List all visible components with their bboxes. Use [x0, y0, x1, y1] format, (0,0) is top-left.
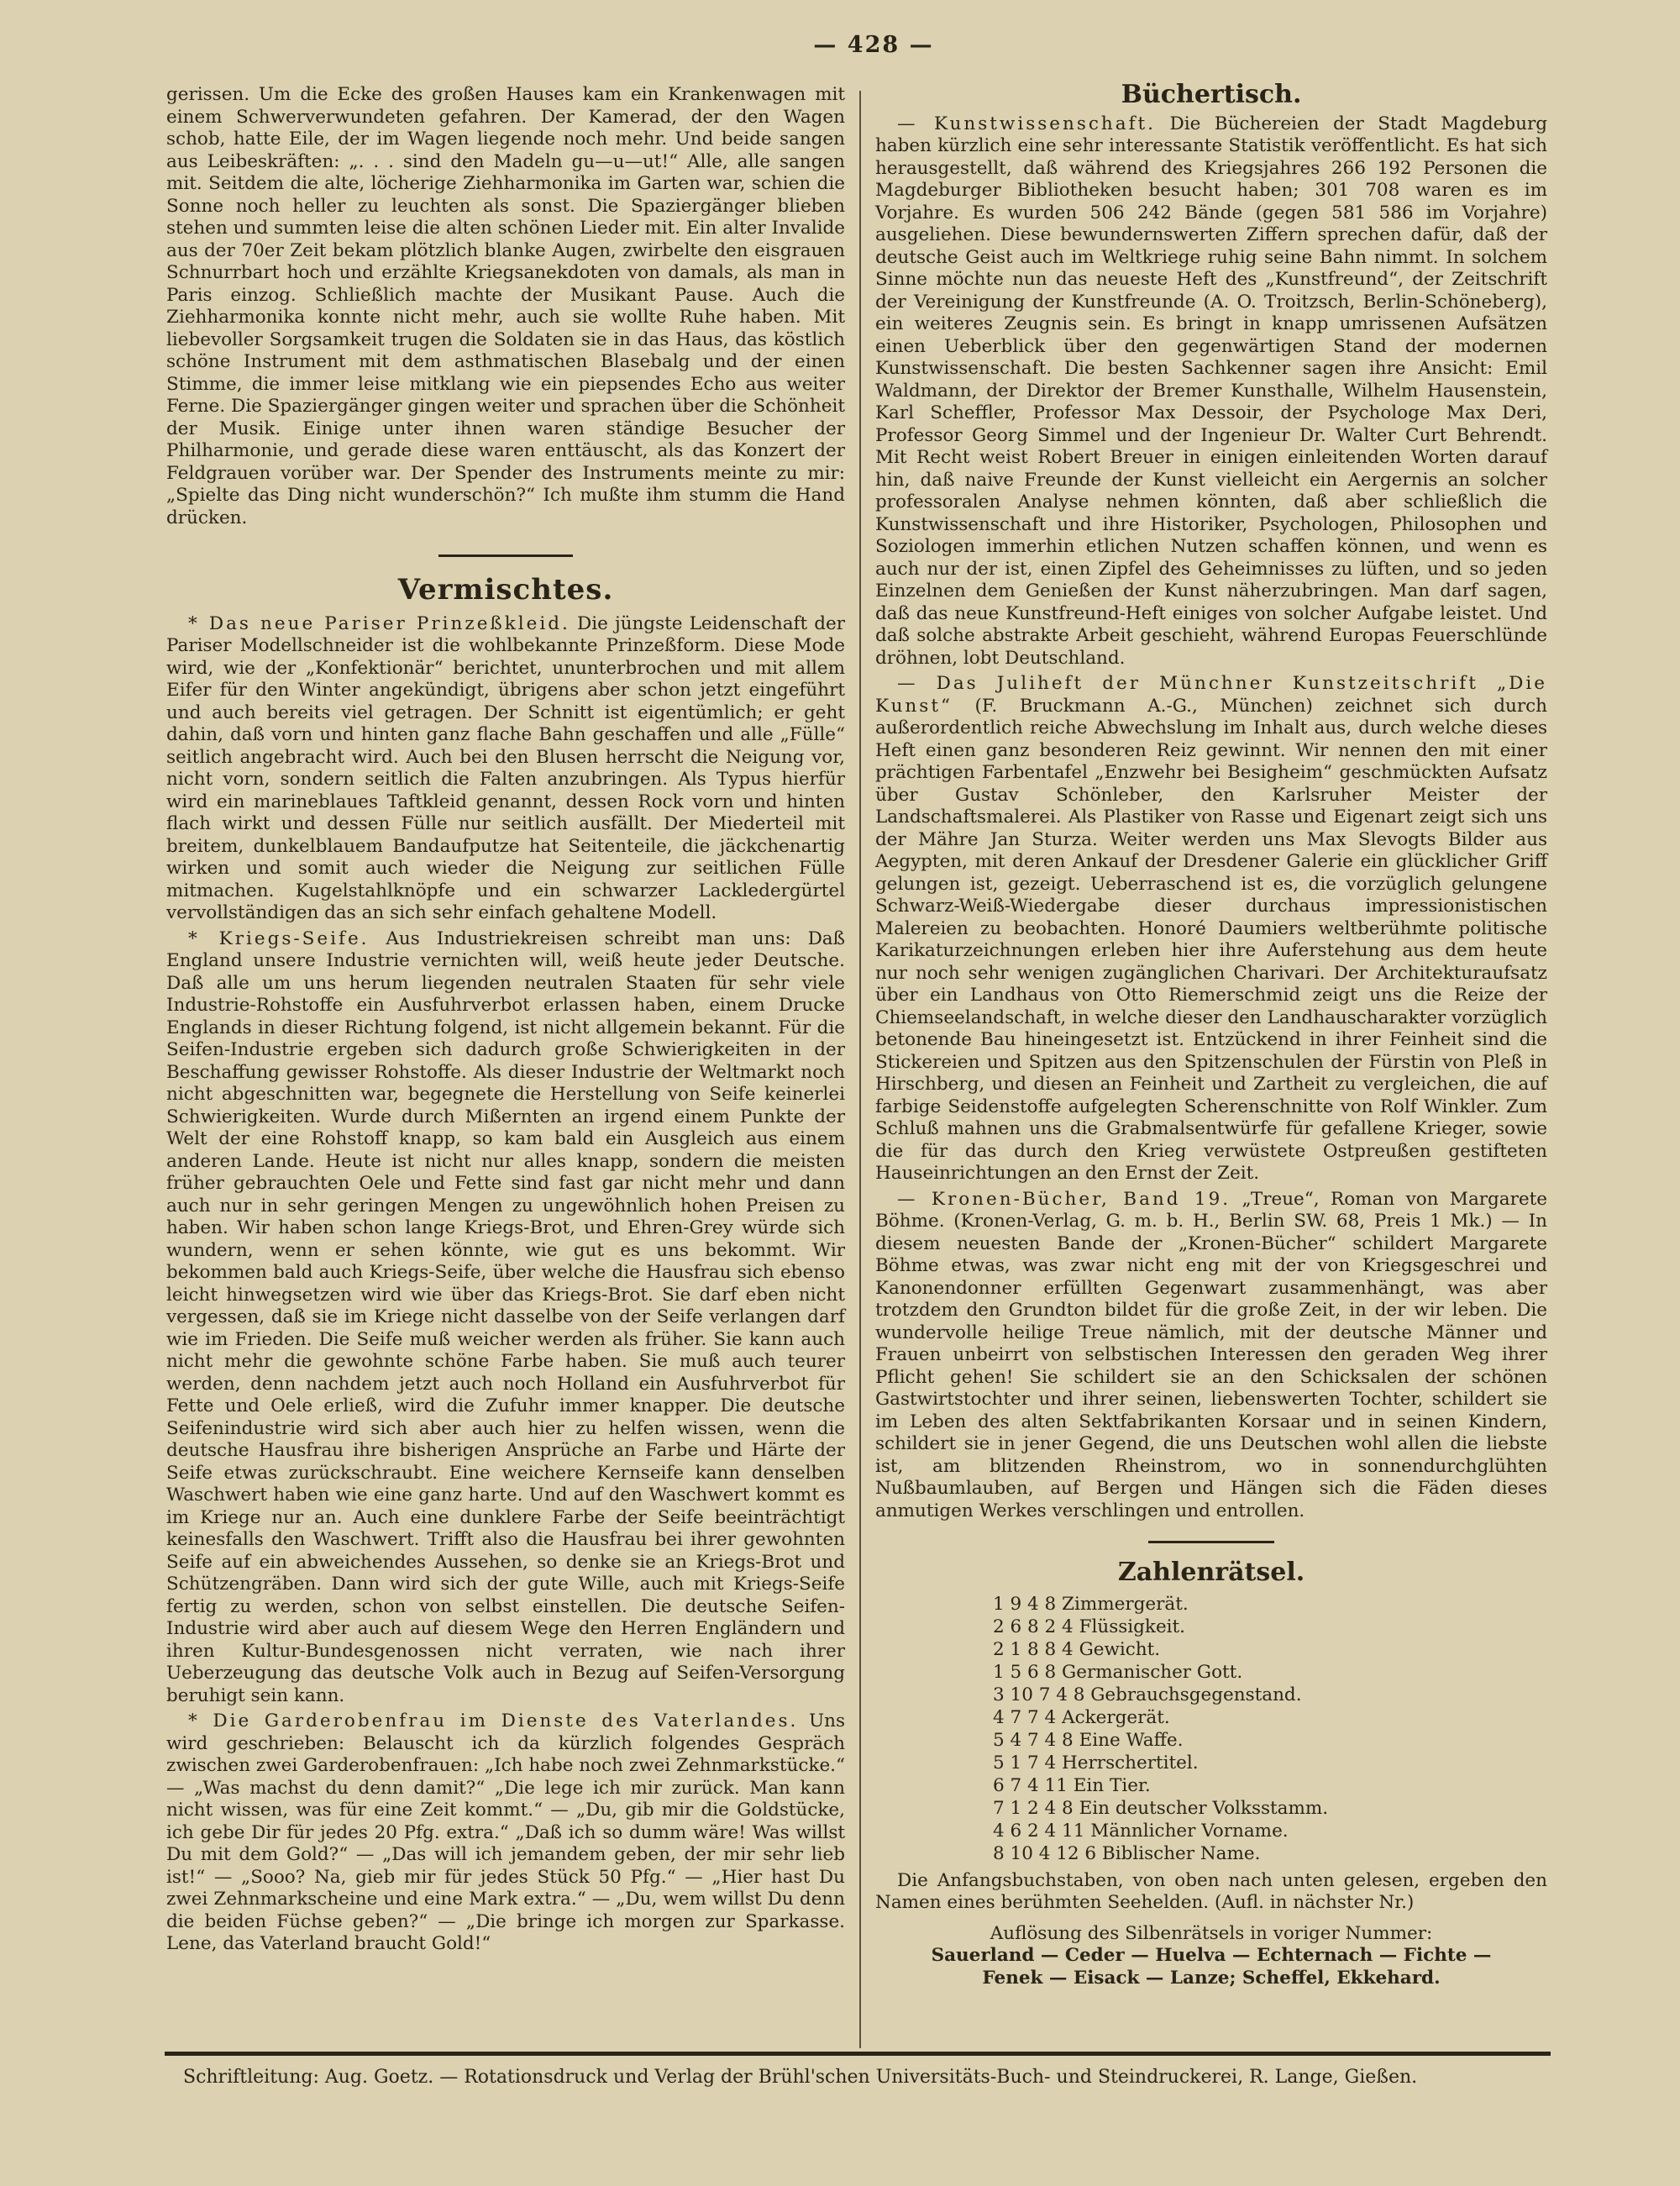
solution-line: Fenek — Eisack — Lanze; Scheffel, Ekkehard.	[982, 1967, 1441, 1989]
riddle-note: Die Anfangsbuchstaben, von oben nach unten gelesen, ergeben den Namen eines berühmten Seehelden. (Aufl. in nächster Nr.)	[875, 1869, 1547, 1913]
review-heading: — Kronen-Bücher, Band 19.	[897, 1188, 1231, 1210]
review-heading: — Das Juliheft der Münchner Kunstzeitschrift „Die Kunst“	[875, 673, 1547, 717]
story-continuation: gerissen. Um die Ecke des großen Hauses kam ein Krankenwagen mit einem Schwerverwundeten gefahren. Der Kamerad, der den Wagen schob, hatte Eile, der im Wagen liegende noch mehr. Und beide sangen aus Leibeskräften: „. . . sind den Madeln gu—u—ut!“ Alle, alle sangen mit. Seitdem die alte, löcherige Ziehharmonika im Garten war, schien die Sonne noch heller zu leuchten als sonst. Die Spaziergänger blieben stehen und summten leise die alten schönen Lieder mit. Ein alter Invalide aus der 70er Zeit bekam plötzlich blanke Augen, zwirbelte den eisgrauen Schnurrbart hoch und erzählte Kriegsanekdoten von damals, als man in Paris einzog. Schließlich machte der Musikant Pause. Auch die Ziehharmonika konnte nicht mehr, auch sie wollte Ruhe haben. Mit liebevoller Sorgsamkeit trugen die Soldaten sie in das Haus, das köstlich schöne Instrument mit dem asthmatischen Blasebalg und der einen Stimme, die immer leise mitklang wie ein piepsendes Echo aus weiter Ferne. Die Spaziergänger gingen weiter und sprachen über die Schönheit der Musik. Einige unter ihnen waren ständige Besucher der Philharmonie, und gerade diese waren enttäuscht, als das Konzert der Feldgrauen vorüber war. Der Spender des Instruments meinte zu mir: „Spielte das Ding nicht wunderschön?“ Ich mußte ihm stumm die Hand drücken.	[166, 84, 845, 528]
article-heading: * Das neue Pariser Prinzeßkleid.	[188, 612, 570, 634]
riddle-title: Zahlenrätsel.	[1117, 1558, 1305, 1587]
article-kriegs-seife	[166, 928, 845, 1708]
riddle-line: 7 1 2 4 8 Ein deutscher Volksstamm.	[993, 1797, 1329, 1819]
section-separator	[1148, 1541, 1274, 1543]
riddle-line: 4 7 7 4 Ackergerät.	[993, 1706, 1170, 1728]
review-die-kunst	[875, 673, 1547, 1185]
review-kunstwissenschaft	[875, 113, 1547, 670]
riddle-line: 6 7 4 11 Ein Tier.	[993, 1774, 1151, 1796]
review-body: „Treue“, Roman von Margarete Böhme. (Kronen-Verlag, G. m. b. H., Berlin SW. 68, Preis 1 Mk.) — In diesem neuesten Bande der „Kronen-Bücher“ schildert Margarete Böhme etwas, was zwar nicht eng mit der von Kriegsgeschrei und Kanonendonner erfüllten Gegenwart zusammenhängt, was aber trotzdem den Grundton bildet für die große Zeit, in der wir leben. Die wundervolle heilige Treue nämlich, mit der deutsche Männer und Frauen unbeirrt von selbstischen Interessen den geraden Weg ihrer Pflicht gehen! Sie schildert sie an den Schicksalen der schönen Gastwirtstochter und ihrer seinen, liebenswerten Tochter, schildert sie im Leben des alten Sektfabrikanten Korsaar und in seinen Kindern, schildert sie in jener Gegend, die uns Deutschen wohl allen die liebste ist, am blitzenden Rheinstrom, wo in sonnendurchglühten Nußbaumlauben, auf Bergen und Hängen sich die Fäden dieses anmutigen Werkes verschlingen und entrollen.	[875, 1188, 1547, 1521]
riddle-line: 1 9 4 8 Zimmergerät.	[993, 1593, 1189, 1615]
article-garderobenfrau	[166, 1710, 845, 1956]
article-heading: * Kriegs-Seife.	[188, 927, 370, 949]
review-heading: — Kunstwissenschaft.	[897, 113, 1157, 134]
riddle-line: 8 10 4 12 6 Biblischer Name.	[993, 1842, 1261, 1864]
riddle-line: 2 1 8 8 4 Gewicht.	[993, 1638, 1161, 1660]
number-riddle-list	[993, 1593, 1547, 1865]
riddle-line: 5 4 7 4 8 Eine Waffe.	[993, 1729, 1184, 1751]
imprint-footer: Schriftleitung: Aug. Goetz. — Rotationsdruck und Verlag der Brühl'schen Universitäts-Buch- und Steindruckerei, R. Lange, Gießen.	[183, 2067, 1418, 2088]
solution-line: Sauerland — Ceder — Huelva — Echternach — Fichte —	[931, 1945, 1492, 1966]
review-body: (F. Bruckmann A.-G., München) zeichnet sich durch außerordentlich reiche Abwechslung im Inhalt aus, durch welche dieses Heft einen ganz besonderen Reiz gewinnt. Wir nennen den mit einer prächtigen Farbentafel „Enzwehr bei Besigheim“ geschmückten Aufsatz über Gustav Schönleber, den Karlsruher Meister der Landschaftsmalerei. Als Plastiker von Rasse und Eigenart zeigt sich uns der Mähre Jan Sturza. Weiter werden uns Max Slevogts Bilder aus Aegypten, mit deren Ankauf der Dresdener Galerie ein glücklicher Griff gelungen ist, gezeigt. Ueberraschend ist es, die vorzüglich gelungene Schwarz-Weiß-Wiedergabe dieser durchaus impressionistischen Malereien zu beobachten. Honoré Daumiers weltberühmte politische Karikaturzeichnungen erleben hier ihre Auferstehung aus dem heute nur noch sehr wenigen zugänglichen Charivari. Der Architekturaufsatz über ein Landhaus von Otto Riemerschmid zeigt uns die Reize der Chiemseelandschaft, in welche dieser den Landhauscharakter vorzüglich betonende Bau hineingesetzt ist. Entzückend in ihrer Feinheit sind die Stickereien und Spitzen aus den Spitzenschulen der Fürstin von Pleß in Hirschberg, und diesen an Feinheit und Zartheit zu vergleichen, die auf farbige Seidenstoffe aufgelegten Scherenschnitte von Rolf Winkler. Zum Schluß mahnen uns die Grabmalsentwürfe für gefallene Krieger, sowie die für das durch den Krieg verwüstete Ostpreußen gestifteten Hauseinrichtungen an den Ernst der Zeit.	[875, 695, 1547, 1184]
column-divider	[859, 91, 861, 2048]
left-column	[166, 84, 845, 1959]
riddle-line: 4 6 2 4 11 Männlicher Vorname.	[993, 1820, 1289, 1842]
article-body: Uns wird geschrieben: Belauscht ich da kürzlich folgendes Gespräch zwischen zwei Garderobenfrauen: „Ich habe noch zwei Zehnmarkstücke.“ — „Was machst du denn damit?“ „Die lege ich mir zurück. Man kann nicht wissen, was für eine Zeit kommt.“ — „Du, gib mir die Goldstücke, ich gebe Dir für jedes 20 Pfg. extra.“ „Daß ich so dumm wäre! Was willst Du mit dem Gold?“ — „Das will ich jemandem geben, der mir sehr lieb ist!“ — „Sooo? Na, gieb mir für jedes Stück 50 Pfg.“ — „Hier hast Du zwei Zehnmarkscheine und eine Mark extra.“ — „Du, wem willst Du denn die beiden Füchse geben?“ — „Die bringe ich morgen zur Sparkasse. Lene, das Vaterland braucht Gold!“	[166, 1710, 845, 1954]
article-body: Aus Industriekreisen schreibt man uns: Daß England unsere Industrie vernichten will, weiß heute jeder Deutsche. Daß alle um uns herum liegenden neutralen Staaten für sehr viele Industrie-Rohstoffe ein Ausfuhrverbot erlassen haben, einem Drucke Englands in dieser Richtung folgend, ist nicht allgemein bekannt. Für die Seifen-Industrie ergeben sich dadurch große Schwierigkeiten in der Beschaffung gewisser Rohstoffe. Als dieser Industrie der Weltmarkt noch nicht abgeschnitten war, begegnete die Herstellung von Seife keinerlei Schwierigkeiten. Wurde durch Mißernten an irgend einem Punkte der Welt der eine Rohstoff knapp, so kam bald ein Ausgleich aus einem anderen Lande. Heute ist nicht nur alles knapp, sondern die meisten früher gebrauchten Oele und Fette sind fast gar nicht mehr und dann auch nur in sehr geringen Mengen zu ungewöhnlich hohen Preisen zu haben. Wir haben schon lange Kriegs-Brot, und Ehren-Grey würde sich wundern, wenn er sehen könnte, wie gut es uns bekommt. Wir bekommen bald auch Kriegs-Seife, über welche die Hausfrau sich ebenso leicht hinwegsetzen wird wie über das Kriegs-Brot. Sie darf eben nicht vergessen, daß sie im Kriege nicht dasselbe von der Seife verlangen darf wie im Frieden. Die Seife muß weicher werden als früher. Sie kann auch nicht mehr die gewohnte schöne Farbe haben. Sie muß auch teurer werden, denn nachdem jetzt auch noch Holland ein Ausfuhrverbot für Fette und Oele erließ, wird die Zufuhr immer knapper. Die deutsche Seifenindustrie wird sich aber auch hier zu helfen wissen, wenn die deutsche Hausfrau ihre bisherigen Ansprüche an Farbe und Härte der Seife etwas zurückschraubt. Eine weichere Kernseife kann denselben Waschwert haben wie eine ganz harte. Und auf den Waschwert kommt es im Kriege nur an. Auch eine dunklere Farbe der Seife beeinträchtigt keinesfalls den Waschwert. Trifft also die Hausfrau bei ihrer gewohnten Seife auf ein abweichendes Aussehen, so denke sie an Kriegs-Brot und Schützengräben. Dann wird sich der gute Wille, auch mit Kriegs-Seife fertig zu werden, schon von selbst einstellen. Die deutsche Seifen-Industrie wird aber auch auf diesem Wege den Herren Engländern und ihren Kultur-Bundesgenossen nicht verraten, wie nach ihrer Ueberzeugung das deutsche Volk auch in Bezug auf Seifen-Versorgung beruhigt sein kann.	[166, 927, 845, 1706]
section-title-vermischtes: Vermischtes.	[397, 573, 614, 607]
footer-rule	[165, 2052, 1551, 2056]
riddle-line: 2 6 8 2 4 Flüssigkeit.	[993, 1616, 1186, 1637]
review-kronen-buecher	[875, 1189, 1547, 1523]
article-body: Die jüngste Leidenschaft der Pariser Modellschneider ist die wohlbekannte Prinzeßform. Diese Mode wird, wie der „Konfektionär“ berichtet, ununterbrochen und mit allem Eifer für den Winter angekündigt, übrigens aber schon jetzt eingeführt und auch bereits viel getragen. Der Schnitt ist eigentümlich; er geht dahin, daß vorn und hinten ganz flache Bahn geschaffen und alle „Fülle“ seitlich angebracht wird. Auch bei den Blusen herrscht die Neigung vor, nicht vorn, sondern seitlich die Falten anzubringen. Als Typus hierfür wird ein marineblaues Taftkleid genannt, dessen Rock vorn und hinten flach wirkt und dessen Fülle nur seitlich ausfällt. Der Miederteil mit breitem, dunkelblauem Bandaufputze hat Seitenteile, die jäckchenartig wirken und somit auch wieder die Neigung zur seitlichen Fülle mitmachen. Kugelstahlknöpfe und ein schwarzer Lackledergürtel vervollständigen das an sich sehr einfach gehaltene Modell.	[166, 612, 845, 923]
solution-title: Auflösung des Silbenrätsels in voriger Nummer:	[990, 1922, 1433, 1944]
page-number: — 428 —	[813, 32, 934, 58]
right-column	[875, 80, 1547, 1989]
article-heading: * Die Garderobenfrau im Dienste des Vaterlandes.	[188, 1710, 799, 1731]
article-prinzesskleid	[166, 613, 845, 925]
section-separator	[438, 554, 573, 557]
riddle-line: 3 10 7 4 8 Gebrauchsgegenstand.	[993, 1684, 1302, 1705]
riddle-line: 1 5 6 8 Germanischer Gott.	[993, 1661, 1243, 1683]
section-title-buechertisch: Büchertisch.	[1121, 80, 1302, 109]
review-body: Die Büchereien der Stadt Magdeburg haben kürzlich eine sehr interessante Statistik veröffentlicht. Es hat sich herausgestellt, daß während des Kriegsjahres 266 192 Personen die Magdeburger Bibliotheken besucht haben; 301 708 waren es im Vorjahre. Es wurden 506 242 Bände (gegen 581 586 im Vorjahre) ausgeliehen. Diese bewundernswerten Ziffern sprechen dafür, daß der deutsche Geist auch im Weltkriege ruhig seine Bahn nimmt. In solchem Sinne möchte nun das neueste Heft des „Kunstfreund“, der Zeitschrift der Vereinigung der Kunstfreunde (A. O. Troitzsch, Berlin-Schöneberg), ein weiteres Zeugnis sein. Es bringt in knapp umrissenen Aufsätzen einen Ueberblick über den gegenwärtigen Stand der modernen Kunstwissenschaft. Die besten Sachkenner sagen ihre Ansicht: Emil Waldmann, der Direktor der Bremer Kunsthalle, Wilhelm Hausenstein, Karl Scheffler, Professor Max Dessoir, der Psychologe Max Deri, Professor Georg Simmel und der Ingenieur Dr. Walter Curt Behrendt. Mit Recht weist Robert Breuer in einigen einleitenden Worten darauf hin, daß naive Freunde der Kunst vielleicht ein Aergernis an solcher professoralen Analyse nehmen könnten, daß aber schließlich die Kunstwissenschaft und ihre Historiker, Psychologen, Philosophen und Soziologen immerhin etlichen Nutzen schaffen können, und wenn es auch nur der ist, einen Zipfel des Geheimnisses zu lüften, und so jeden Einzelnen dem Genießen der Kunst näherzubringen. Man darf sagen, daß das neue Kunstfreund-Heft einiges von solcher Aufgabe leistet. Und daß solche abstrakte Arbeit geschieht, während Europas Feuerschlünde dröhnen, lobt Deutschland.	[875, 113, 1547, 669]
riddle-line: 5 1 7 4 Herrschertitel.	[993, 1752, 1199, 1773]
